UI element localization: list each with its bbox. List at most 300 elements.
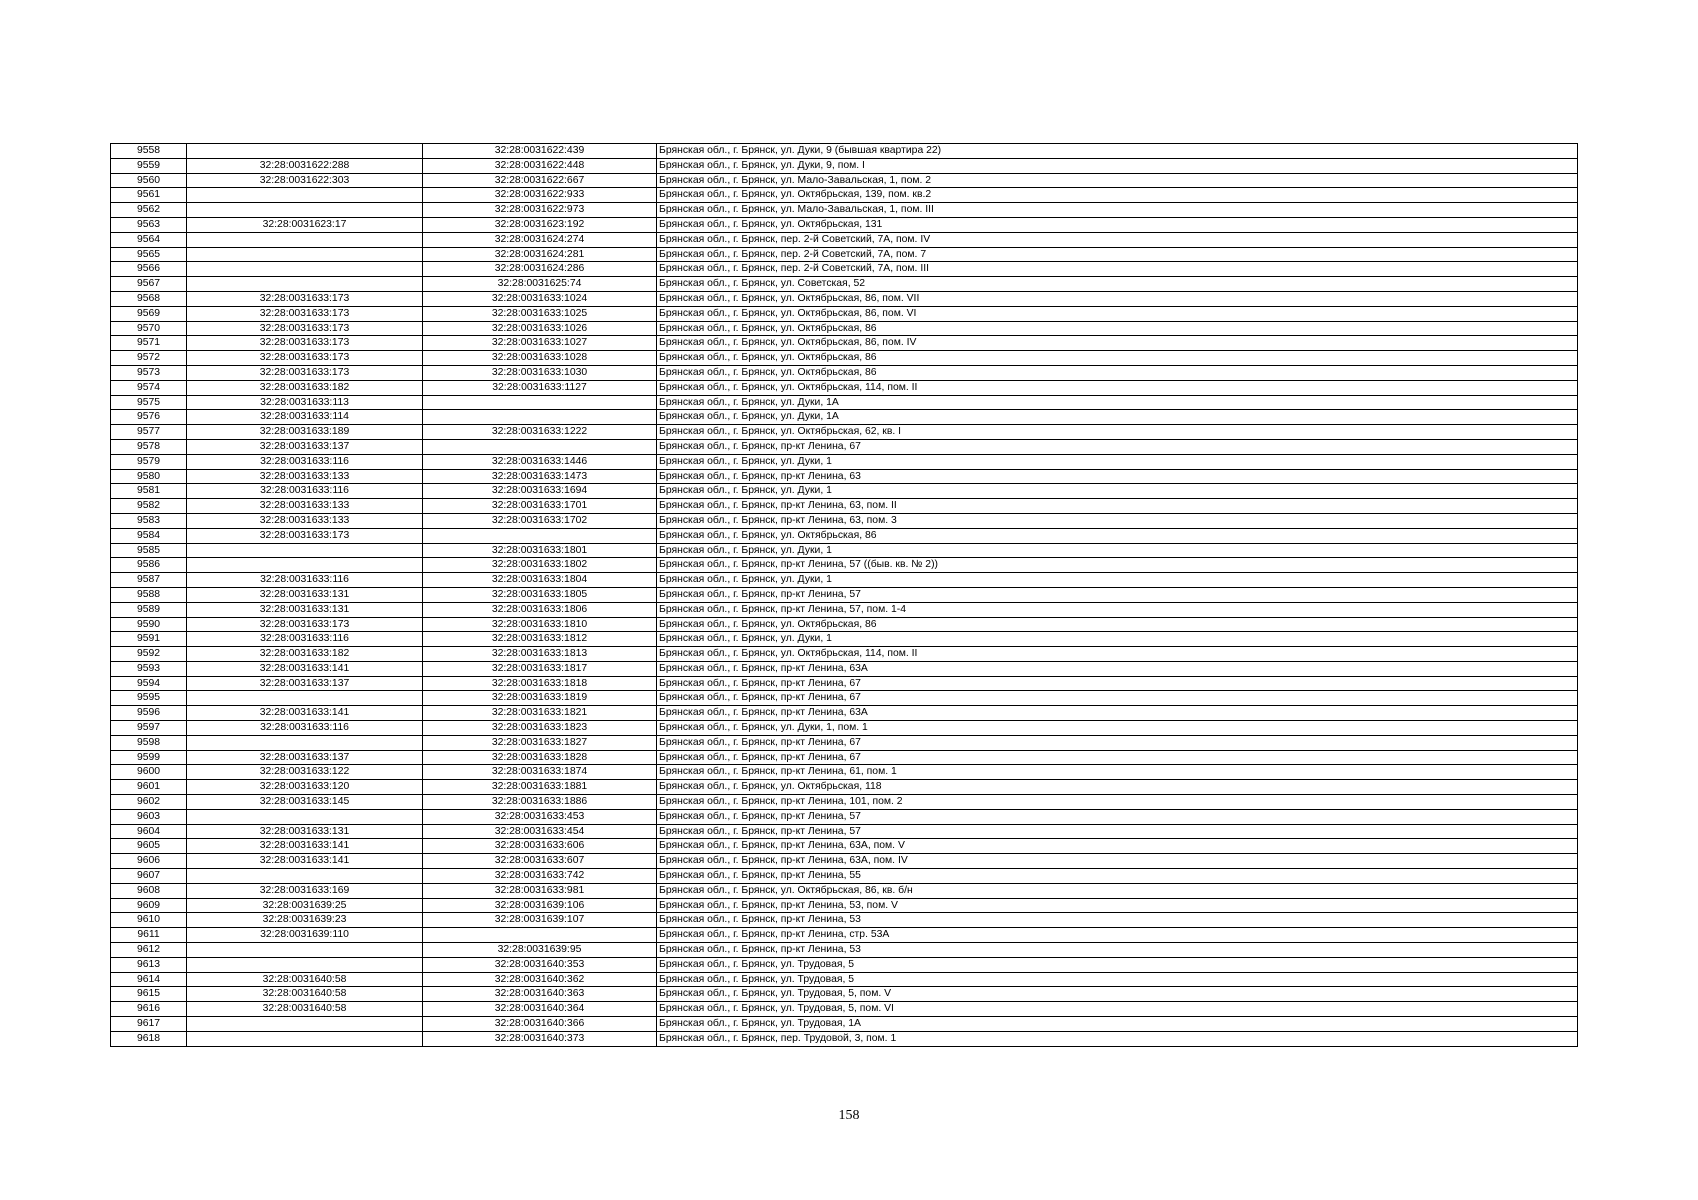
address-cell: Брянская обл., г. Брянск, ул. Октябрьская, 86, пом. VII — [657, 291, 1578, 306]
address-cell: Брянская обл., г. Брянск, ул. Дуки, 1 — [657, 454, 1578, 469]
row-number-cell: 9590 — [111, 617, 187, 632]
address-cell: Брянская обл., г. Брянск, пр-кт Ленина, 63А, пом. V — [657, 839, 1578, 854]
address-cell: Брянская обл., г. Брянск, ул. Дуки, 1, пом. 1 — [657, 721, 1578, 736]
cadastral-number-cell: 32:28:0031633:1222 — [423, 425, 657, 440]
parent-cadastral-number-cell: 32:28:0031633:182 — [187, 647, 423, 662]
row-number-cell: 9562 — [111, 203, 187, 218]
parent-cadastral-number-cell — [187, 543, 423, 558]
row-number-cell: 9576 — [111, 410, 187, 425]
address-cell: Брянская обл., г. Брянск, ул. Трудовая, 5 — [657, 957, 1578, 972]
table-row — [111, 957, 1578, 972]
cadastral-number-cell: 32:28:0031639:106 — [423, 898, 657, 913]
table-row — [111, 217, 1578, 232]
table-row — [111, 395, 1578, 410]
cadastral-number-cell — [423, 410, 657, 425]
cadastral-number-cell: 32:28:0031633:1701 — [423, 499, 657, 514]
parent-cadastral-number-cell: 32:28:0031633:116 — [187, 573, 423, 588]
address-cell: Брянская обл., г. Брянск, ул. Дуки, 1А — [657, 395, 1578, 410]
parent-cadastral-number-cell — [187, 957, 423, 972]
address-cell: Брянская обл., г. Брянск, ул. Октябрьская, 86 — [657, 365, 1578, 380]
parent-cadastral-number-cell: 32:28:0031633:116 — [187, 484, 423, 499]
parent-cadastral-number-cell: 32:28:0031633:133 — [187, 469, 423, 484]
cadastral-number-cell: 32:28:0031633:1818 — [423, 676, 657, 691]
parent-cadastral-number-cell: 32:28:0031633:122 — [187, 765, 423, 780]
table-row — [111, 913, 1578, 928]
row-number-cell: 9582 — [111, 499, 187, 514]
address-cell: Брянская обл., г. Брянск, ул. Октябрьская, 86, пом. VI — [657, 306, 1578, 321]
row-number-cell: 9561 — [111, 188, 187, 203]
cadastral-number-cell: 32:28:0031622:667 — [423, 173, 657, 188]
table-row — [111, 647, 1578, 662]
row-number-cell: 9617 — [111, 1017, 187, 1032]
cadastral-number-cell: 32:28:0031633:1694 — [423, 484, 657, 499]
row-number-cell: 9587 — [111, 573, 187, 588]
address-cell: Брянская обл., г. Брянск, пр-кт Ленина, 53, пом. V — [657, 898, 1578, 913]
parent-cadastral-number-cell: 32:28:0031633:173 — [187, 336, 423, 351]
table-row — [111, 365, 1578, 380]
cadastral-number-cell — [423, 528, 657, 543]
cadastral-number-cell: 32:28:0031633:606 — [423, 839, 657, 854]
cadastral-number-cell: 32:28:0031633:1828 — [423, 750, 657, 765]
table-row — [111, 617, 1578, 632]
table-row — [111, 587, 1578, 602]
parent-cadastral-number-cell: 32:28:0031633:173 — [187, 321, 423, 336]
parent-cadastral-number-cell: 32:28:0031633:189 — [187, 425, 423, 440]
row-number-cell: 9613 — [111, 957, 187, 972]
row-number-cell: 9604 — [111, 824, 187, 839]
cadastral-number-cell: 32:28:0031633:1810 — [423, 617, 657, 632]
table-row — [111, 262, 1578, 277]
parent-cadastral-number-cell: 32:28:0031622:288 — [187, 158, 423, 173]
parent-cadastral-number-cell: 32:28:0031633:133 — [187, 499, 423, 514]
table-row — [111, 380, 1578, 395]
table-row — [111, 795, 1578, 810]
cadastral-number-cell: 32:28:0031633:1025 — [423, 306, 657, 321]
row-number-cell: 9564 — [111, 232, 187, 247]
row-number-cell: 9580 — [111, 469, 187, 484]
table-row — [111, 780, 1578, 795]
table-row — [111, 291, 1578, 306]
cadastral-number-cell: 32:28:0031633:454 — [423, 824, 657, 839]
address-cell: Брянская обл., г. Брянск, пр-кт Ленина, стр. 53А — [657, 928, 1578, 943]
row-number-cell: 9598 — [111, 735, 187, 750]
address-cell: Брянская обл., г. Брянск, ул. Октябрьская, 86 — [657, 321, 1578, 336]
table-row — [111, 454, 1578, 469]
cadastral-number-cell: 32:28:0031624:281 — [423, 247, 657, 262]
row-number-cell: 9567 — [111, 277, 187, 292]
parent-cadastral-number-cell — [187, 558, 423, 573]
address-cell: Брянская обл., г. Брянск, ул. Октябрьская, 86 — [657, 351, 1578, 366]
table-row — [111, 321, 1578, 336]
address-cell: Брянская обл., г. Брянск, ул. Октябрьская, 62, кв. I — [657, 425, 1578, 440]
address-cell: Брянская обл., г. Брянск, пер. 2-й Советский, 7А, пом. III — [657, 262, 1578, 277]
parent-cadastral-number-cell: 32:28:0031622:303 — [187, 173, 423, 188]
address-cell: Брянская обл., г. Брянск, ул. Советская, 52 — [657, 277, 1578, 292]
cadastral-number-cell: 32:28:0031639:107 — [423, 913, 657, 928]
table-row — [111, 1017, 1578, 1032]
table-row — [111, 1031, 1578, 1046]
cadastral-number-cell: 32:28:0031640:373 — [423, 1031, 657, 1046]
cadastral-number-cell: 32:28:0031633:742 — [423, 869, 657, 884]
address-cell: Брянская обл., г. Брянск, пр-кт Ленина, 57 — [657, 587, 1578, 602]
cadastral-number-cell: 32:28:0031633:1817 — [423, 661, 657, 676]
table-row — [111, 691, 1578, 706]
cadastral-number-cell — [423, 395, 657, 410]
row-number-cell: 9565 — [111, 247, 187, 262]
parent-cadastral-number-cell — [187, 188, 423, 203]
table-row — [111, 573, 1578, 588]
parent-cadastral-number-cell: 32:28:0031633:113 — [187, 395, 423, 410]
cadastral-number-cell: 32:28:0031633:1028 — [423, 351, 657, 366]
table-row — [111, 158, 1578, 173]
cadastral-number-cell: 32:28:0031633:1026 — [423, 321, 657, 336]
row-number-cell: 9602 — [111, 795, 187, 810]
cadastral-number-cell: 32:28:0031633:1813 — [423, 647, 657, 662]
cadastral-number-cell: 32:28:0031633:1819 — [423, 691, 657, 706]
row-number-cell: 9599 — [111, 750, 187, 765]
parent-cadastral-number-cell: 32:28:0031633:137 — [187, 676, 423, 691]
address-cell: Брянская обл., г. Брянск, пр-кт Ленина, 63А — [657, 706, 1578, 721]
parent-cadastral-number-cell — [187, 232, 423, 247]
parent-cadastral-number-cell: 32:28:0031633:141 — [187, 661, 423, 676]
page-number: 158 — [838, 1108, 860, 1123]
address-cell: Брянская обл., г. Брянск, пр-кт Ленина, 63А — [657, 661, 1578, 676]
parent-cadastral-number-cell: 32:28:0031633:173 — [187, 365, 423, 380]
row-number-cell: 9573 — [111, 365, 187, 380]
cadastral-number-cell: 32:28:0031633:1446 — [423, 454, 657, 469]
parent-cadastral-number-cell: 32:28:0031633:120 — [187, 780, 423, 795]
row-number-cell: 9577 — [111, 425, 187, 440]
address-cell: Брянская обл., г. Брянск, ул. Трудовая, 1А — [657, 1017, 1578, 1032]
cadastral-number-cell: 32:28:0031640:362 — [423, 972, 657, 987]
table-row — [111, 425, 1578, 440]
parent-cadastral-number-cell: 32:28:0031633:131 — [187, 602, 423, 617]
table-row — [111, 528, 1578, 543]
cadastral-number-cell: 32:28:0031622:933 — [423, 188, 657, 203]
address-cell: Брянская обл., г. Брянск, ул. Октябрьская, 86 — [657, 528, 1578, 543]
row-number-cell: 9559 — [111, 158, 187, 173]
parent-cadastral-number-cell: 32:28:0031639:23 — [187, 913, 423, 928]
table-row — [111, 144, 1578, 159]
table-row — [111, 869, 1578, 884]
table-row — [111, 632, 1578, 647]
address-cell: Брянская обл., г. Брянск, пр-кт Ленина, 63А, пом. IV — [657, 854, 1578, 869]
table-row — [111, 203, 1578, 218]
table-row — [111, 410, 1578, 425]
row-number-cell: 9575 — [111, 395, 187, 410]
parent-cadastral-number-cell — [187, 262, 423, 277]
parent-cadastral-number-cell — [187, 144, 423, 159]
address-cell: Брянская обл., г. Брянск, пер. 2-й Советский, 7А, пом. 7 — [657, 247, 1578, 262]
row-number-cell: 9568 — [111, 291, 187, 306]
parent-cadastral-number-cell: 32:28:0031639:25 — [187, 898, 423, 913]
cadastral-number-cell: 32:28:0031633:607 — [423, 854, 657, 869]
cadastral-number-cell: 32:28:0031633:1127 — [423, 380, 657, 395]
table-row — [111, 439, 1578, 454]
parent-cadastral-number-cell — [187, 809, 423, 824]
table-row — [111, 824, 1578, 839]
row-number-cell: 9583 — [111, 513, 187, 528]
parent-cadastral-number-cell — [187, 1031, 423, 1046]
row-number-cell: 9581 — [111, 484, 187, 499]
row-number-cell: 9609 — [111, 898, 187, 913]
address-cell: Брянская обл., г. Брянск, ул. Октябрьская, 114, пом. II — [657, 647, 1578, 662]
row-number-cell: 9608 — [111, 883, 187, 898]
parent-cadastral-number-cell: 32:28:0031633:116 — [187, 454, 423, 469]
row-number-cell: 9579 — [111, 454, 187, 469]
address-cell: Брянская обл., г. Брянск, пр-кт Ленина, 53 — [657, 943, 1578, 958]
address-cell: Брянская обл., г. Брянск, пр-кт Ленина, 67 — [657, 676, 1578, 691]
table-row — [111, 661, 1578, 676]
table-row — [111, 188, 1578, 203]
table-row — [111, 232, 1578, 247]
parent-cadastral-number-cell: 32:28:0031633:131 — [187, 587, 423, 602]
parent-cadastral-number-cell: 32:28:0031640:58 — [187, 987, 423, 1002]
table-row — [111, 513, 1578, 528]
cadastral-number-cell: 32:28:0031640:363 — [423, 987, 657, 1002]
address-cell: Брянская обл., г. Брянск, ул. Октябрьская, 139, пом. кв.2 — [657, 188, 1578, 203]
cadastral-number-cell: 32:28:0031633:1827 — [423, 735, 657, 750]
row-number-cell: 9578 — [111, 439, 187, 454]
address-cell: Брянская обл., г. Брянск, ул. Октябрьская, 114, пом. II — [657, 380, 1578, 395]
parent-cadastral-number-cell — [187, 691, 423, 706]
address-cell: Брянская обл., г. Брянск, ул. Мало-Завальская, 1, пом. 2 — [657, 173, 1578, 188]
table-row — [111, 706, 1578, 721]
cadastral-number-cell — [423, 928, 657, 943]
address-cell: Брянская обл., г. Брянск, ул. Октябрьская, 86, кв. б/н — [657, 883, 1578, 898]
parent-cadastral-number-cell: 32:28:0031633:133 — [187, 513, 423, 528]
row-number-cell: 9569 — [111, 306, 187, 321]
address-cell: Брянская обл., г. Брянск, пр-кт Ленина, 55 — [657, 869, 1578, 884]
row-number-cell: 9607 — [111, 869, 187, 884]
parent-cadastral-number-cell: 32:28:0031640:58 — [187, 972, 423, 987]
parent-cadastral-number-cell: 32:28:0031633:137 — [187, 439, 423, 454]
cadastral-number-cell: 32:28:0031633:1805 — [423, 587, 657, 602]
table-row — [111, 602, 1578, 617]
row-number-cell: 9593 — [111, 661, 187, 676]
cadastral-number-cell: 32:28:0031633:1821 — [423, 706, 657, 721]
address-cell: Брянская обл., г. Брянск, ул. Дуки, 1 — [657, 632, 1578, 647]
parent-cadastral-number-cell — [187, 943, 423, 958]
table-row — [111, 1002, 1578, 1017]
cadastral-number-cell: 32:28:0031639:95 — [423, 943, 657, 958]
address-cell: Брянская обл., г. Брянск, ул. Мало-Завальская, 1, пом. III — [657, 203, 1578, 218]
parent-cadastral-number-cell: 32:28:0031633:173 — [187, 351, 423, 366]
table-row — [111, 499, 1578, 514]
address-cell: Брянская обл., г. Брянск, пр-кт Ленина, 67 — [657, 691, 1578, 706]
address-cell: Брянская обл., г. Брянск, ул. Дуки, 9 (бывшая квартира 22) — [657, 144, 1578, 159]
row-number-cell: 9601 — [111, 780, 187, 795]
address-cell: Брянская обл., г. Брянск, ул. Трудовая, 5, пом. V — [657, 987, 1578, 1002]
row-number-cell: 9605 — [111, 839, 187, 854]
address-cell: Брянская обл., г. Брянск, пр-кт Ленина, 63, пом. 3 — [657, 513, 1578, 528]
address-cell: Брянская обл., г. Брянск, ул. Октябрьская, 131 — [657, 217, 1578, 232]
table-row — [111, 928, 1578, 943]
parent-cadastral-number-cell: 32:28:0031633:116 — [187, 721, 423, 736]
parent-cadastral-number-cell: 32:28:0031633:141 — [187, 854, 423, 869]
table-row — [111, 676, 1578, 691]
parent-cadastral-number-cell — [187, 277, 423, 292]
table-row — [111, 558, 1578, 573]
row-number-cell: 9611 — [111, 928, 187, 943]
parent-cadastral-number-cell: 32:28:0031633:141 — [187, 839, 423, 854]
cadastral-number-cell: 32:28:0031625:74 — [423, 277, 657, 292]
table-row — [111, 898, 1578, 913]
parent-cadastral-number-cell: 32:28:0031633:173 — [187, 306, 423, 321]
address-cell: Брянская обл., г. Брянск, ул. Дуки, 1 — [657, 573, 1578, 588]
cadastral-number-cell: 32:28:0031633:1806 — [423, 602, 657, 617]
table-row — [111, 972, 1578, 987]
address-cell: Брянская обл., г. Брянск, пр-кт Ленина, 101, пом. 2 — [657, 795, 1578, 810]
parent-cadastral-number-cell: 32:28:0031633:141 — [187, 706, 423, 721]
parent-cadastral-number-cell: 32:28:0031623:17 — [187, 217, 423, 232]
row-number-cell: 9596 — [111, 706, 187, 721]
row-number-cell: 9592 — [111, 647, 187, 662]
address-cell: Брянская обл., г. Брянск, ул. Дуки, 9, пом. I — [657, 158, 1578, 173]
cadastral-number-cell: 32:28:0031633:1823 — [423, 721, 657, 736]
table-row — [111, 839, 1578, 854]
cadastral-number-cell: 32:28:0031633:1027 — [423, 336, 657, 351]
table-row — [111, 306, 1578, 321]
address-cell: Брянская обл., г. Брянск, ул. Октябрьская, 86 — [657, 617, 1578, 632]
row-number-cell: 9615 — [111, 987, 187, 1002]
cadastral-number-cell — [423, 439, 657, 454]
row-number-cell: 9616 — [111, 1002, 187, 1017]
address-cell: Брянская обл., г. Брянск, ул. Дуки, 1А — [657, 410, 1578, 425]
parent-cadastral-number-cell: 32:28:0031633:182 — [187, 380, 423, 395]
row-number-cell: 9612 — [111, 943, 187, 958]
cadastral-number-cell: 32:28:0031623:192 — [423, 217, 657, 232]
table-row — [111, 765, 1578, 780]
parent-cadastral-number-cell — [187, 203, 423, 218]
row-number-cell: 9594 — [111, 676, 187, 691]
row-number-cell: 9571 — [111, 336, 187, 351]
address-cell: Брянская обл., г. Брянск, пер. Трудовой, 3, пом. 1 — [657, 1031, 1578, 1046]
address-cell: Брянская обл., г. Брянск, пр-кт Ленина, 67 — [657, 735, 1578, 750]
parent-cadastral-number-cell — [187, 869, 423, 884]
address-cell: Брянская обл., г. Брянск, ул. Дуки, 1 — [657, 484, 1578, 499]
row-number-cell: 9566 — [111, 262, 187, 277]
row-number-cell: 9563 — [111, 217, 187, 232]
cadastral-number-cell: 32:28:0031633:1874 — [423, 765, 657, 780]
table-row — [111, 943, 1578, 958]
parent-cadastral-number-cell: 32:28:0031639:110 — [187, 928, 423, 943]
address-cell: Брянская обл., г. Брянск, пр-кт Ленина, 63, пом. II — [657, 499, 1578, 514]
row-number-cell: 9572 — [111, 351, 187, 366]
row-number-cell: 9597 — [111, 721, 187, 736]
cadastral-number-cell: 32:28:0031624:286 — [423, 262, 657, 277]
row-number-cell: 9591 — [111, 632, 187, 647]
parent-cadastral-number-cell — [187, 1017, 423, 1032]
cadastral-number-cell: 32:28:0031633:1473 — [423, 469, 657, 484]
address-cell: Брянская обл., г. Брянск, пер. 2-й Советский, 7А, пом. IV — [657, 232, 1578, 247]
cadastral-number-cell: 32:28:0031633:1881 — [423, 780, 657, 795]
row-number-cell: 9618 — [111, 1031, 187, 1046]
parent-cadastral-number-cell: 32:28:0031633:173 — [187, 291, 423, 306]
cadastral-number-cell: 32:28:0031622:973 — [423, 203, 657, 218]
address-cell: Брянская обл., г. Брянск, пр-кт Ленина, 57 — [657, 809, 1578, 824]
row-number-cell: 9558 — [111, 144, 187, 159]
cadastral-number-cell: 32:28:0031633:1804 — [423, 573, 657, 588]
address-cell: Брянская обл., г. Брянск, пр-кт Ленина, 67 — [657, 750, 1578, 765]
cadastral-number-cell: 32:28:0031633:1702 — [423, 513, 657, 528]
table-row — [111, 277, 1578, 292]
table-row — [111, 336, 1578, 351]
cadastral-number-cell: 32:28:0031640:366 — [423, 1017, 657, 1032]
row-number-cell: 9586 — [111, 558, 187, 573]
address-cell: Брянская обл., г. Брянск, пр-кт Ленина, 67 — [657, 439, 1578, 454]
table-row — [111, 173, 1578, 188]
table-row — [111, 750, 1578, 765]
registry-table-body — [111, 144, 1578, 1047]
cadastral-number-cell: 32:28:0031622:448 — [423, 158, 657, 173]
address-cell: Брянская обл., г. Брянск, пр-кт Ленина, 53 — [657, 913, 1578, 928]
row-number-cell: 9560 — [111, 173, 187, 188]
row-number-cell: 9584 — [111, 528, 187, 543]
cadastral-number-cell: 32:28:0031633:1024 — [423, 291, 657, 306]
registry-table — [110, 143, 1578, 1047]
cadastral-number-cell: 32:28:0031640:353 — [423, 957, 657, 972]
address-cell: Брянская обл., г. Брянск, ул. Дуки, 1 — [657, 543, 1578, 558]
parent-cadastral-number-cell: 32:28:0031633:137 — [187, 750, 423, 765]
parent-cadastral-number-cell: 32:28:0031633:114 — [187, 410, 423, 425]
address-cell: Брянская обл., г. Брянск, пр-кт Ленина, 63 — [657, 469, 1578, 484]
cadastral-number-cell: 32:28:0031633:1812 — [423, 632, 657, 647]
row-number-cell: 9610 — [111, 913, 187, 928]
parent-cadastral-number-cell: 32:28:0031633:173 — [187, 617, 423, 632]
cadastral-number-cell: 32:28:0031640:364 — [423, 1002, 657, 1017]
parent-cadastral-number-cell — [187, 735, 423, 750]
row-number-cell: 9570 — [111, 321, 187, 336]
address-cell: Брянская обл., г. Брянск, ул. Октябрьская, 118 — [657, 780, 1578, 795]
cadastral-number-cell: 32:28:0031633:981 — [423, 883, 657, 898]
table-row — [111, 809, 1578, 824]
address-cell: Брянская обл., г. Брянск, пр-кт Ленина, 61, пом. 1 — [657, 765, 1578, 780]
cadastral-number-cell: 32:28:0031633:1802 — [423, 558, 657, 573]
table-row — [111, 721, 1578, 736]
table-row — [111, 469, 1578, 484]
cadastral-number-cell: 32:28:0031633:1801 — [423, 543, 657, 558]
parent-cadastral-number-cell: 32:28:0031633:169 — [187, 883, 423, 898]
parent-cadastral-number-cell: 32:28:0031633:145 — [187, 795, 423, 810]
address-cell: Брянская обл., г. Брянск, ул. Октябрьская, 86, пом. IV — [657, 336, 1578, 351]
cadastral-number-cell: 32:28:0031633:1030 — [423, 365, 657, 380]
table-row — [111, 883, 1578, 898]
parent-cadastral-number-cell: 32:28:0031633:131 — [187, 824, 423, 839]
cadastral-number-cell: 32:28:0031633:1886 — [423, 795, 657, 810]
cadastral-number-cell: 32:28:0031624:274 — [423, 232, 657, 247]
address-cell: Брянская обл., г. Брянск, ул. Трудовая, 5, пом. VI — [657, 1002, 1578, 1017]
address-cell: Брянская обл., г. Брянск, пр-кт Ленина, 57, пом. 1-4 — [657, 602, 1578, 617]
parent-cadastral-number-cell: 32:28:0031633:116 — [187, 632, 423, 647]
row-number-cell: 9574 — [111, 380, 187, 395]
table-row — [111, 987, 1578, 1002]
cadastral-number-cell: 32:28:0031633:453 — [423, 809, 657, 824]
parent-cadastral-number-cell: 32:28:0031633:173 — [187, 528, 423, 543]
table-row — [111, 735, 1578, 750]
table-row — [111, 854, 1578, 869]
address-cell: Брянская обл., г. Брянск, пр-кт Ленина, 57 ((быв. кв. № 2)) — [657, 558, 1578, 573]
row-number-cell: 9614 — [111, 972, 187, 987]
address-cell: Брянская обл., г. Брянск, ул. Трудовая, 5 — [657, 972, 1578, 987]
row-number-cell: 9595 — [111, 691, 187, 706]
cadastral-number-cell: 32:28:0031622:439 — [423, 144, 657, 159]
parent-cadastral-number-cell — [187, 247, 423, 262]
table-row — [111, 543, 1578, 558]
table-row — [111, 351, 1578, 366]
row-number-cell: 9589 — [111, 602, 187, 617]
address-cell: Брянская обл., г. Брянск, пр-кт Ленина, 57 — [657, 824, 1578, 839]
